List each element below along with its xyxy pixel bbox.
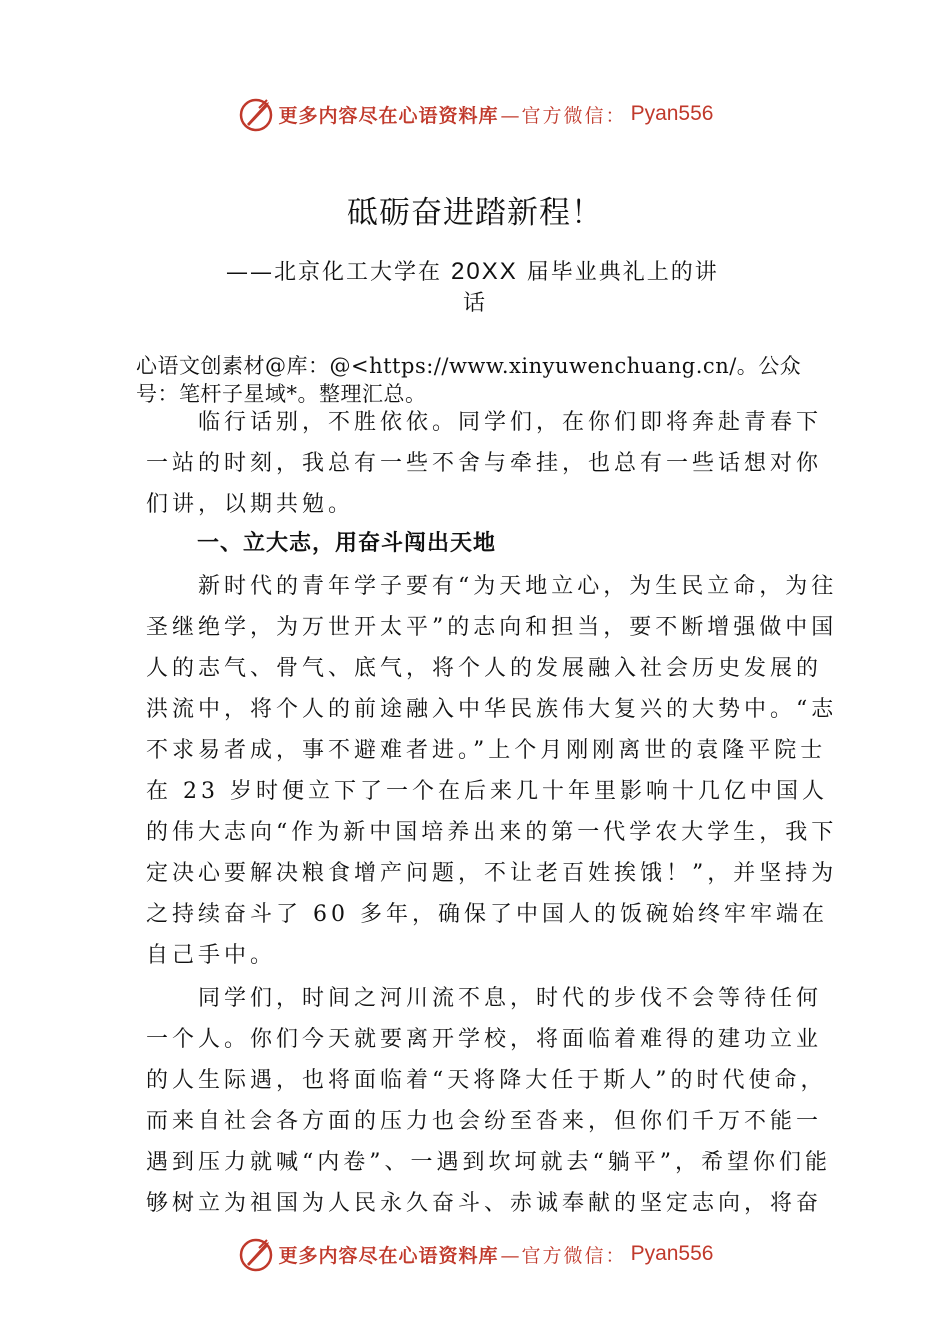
text-line: 临行话别，不胜依依。同学们，在你们即将奔赴青春下 [146, 410, 823, 435]
text-line: 之持续奋斗了 60 多年，确保了中国人的饭碗始终牢牢端在 [146, 902, 828, 927]
text-line: 人的志气、骨气、底气，将个人的发展融入社会历史发展的 [146, 656, 823, 681]
text-line: 的人生际遇，也将面临着“天将降大任于斯人”的时代使命， [146, 1068, 827, 1093]
text-line: 们讲，以期共勉。 [146, 492, 355, 517]
paragraph-3 [146, 978, 831, 1224]
paragraph-2 [146, 566, 838, 976]
source-line-1: 心语文创素材@库：@<https://www.xinyuwenchuang.cn/。公众 [136, 354, 802, 378]
text-line: 定决心要解决粮食增产问题，不让老百姓挨饿！”，并坚持为 [146, 861, 838, 886]
text-line: 的伟大志向“作为新中国培养出来的第一代学农大学生，我下 [146, 820, 838, 845]
banner-official-label: —官方微信： [500, 104, 627, 127]
text-line: 不求易者成，事不避难者进。”上个月刚刚离世的袁隆平院士 [146, 738, 827, 763]
banner-wechat-id: Pyan556 [630, 102, 714, 125]
text-line: 洪流中，将个人的前途融入中华民族伟大复兴的大势中。“志 [146, 697, 838, 722]
banner-brand-text: 更多内容尽在心语资料库 [278, 1244, 499, 1267]
banner-wechat-id: Pyan556 [630, 1242, 714, 1265]
text-line: 够树立为祖国为人民永久奋斗、赤诚奉献的坚定志向，将奋 [146, 1191, 823, 1216]
text-line: 一个人。你们今天就要离开学校，将面临着难得的建功立业 [146, 1027, 823, 1052]
text-line: 一站的时刻，我总有一些不舍与牵挂，也总有一些话想对你 [146, 451, 823, 476]
section-heading-1: 一、立大志，用奋斗闯出天地 [197, 531, 497, 556]
text-line: 新时代的青年学子要有“为天地立心，为生民立命，为往 [146, 574, 838, 599]
quill-pen-circle-icon [237, 1234, 277, 1274]
text-line: 同学们，时间之河川流不息，时代的步伐不会等待任何 [146, 986, 823, 1011]
text-line: 自己手中。 [146, 943, 277, 968]
subtitle-year: 20XX [451, 258, 518, 285]
footer-banner [0, 1234, 950, 1274]
text-line: 遇到压力就喊“内卷”、一遇到坎坷就去“躺平”，希望你们能 [146, 1150, 831, 1175]
quill-pen-circle-icon [237, 94, 277, 134]
header-banner [0, 94, 950, 134]
subtitle-line-2: 话 [463, 291, 488, 316]
subtitle-prefix: ——北京化工大学在 [226, 260, 451, 285]
document-title: 砥砺奋进踏新程！ [347, 195, 603, 231]
paragraph-1 [146, 402, 823, 525]
text-line: 在 23 岁时便立下了一个在后来几十年里影响十几亿中国人 [146, 779, 828, 804]
source-line-2: 号：笔杆子星域*。整理汇总。 [136, 382, 427, 406]
banner-brand-text: 更多内容尽在心语资料库 [278, 104, 499, 127]
source-note [136, 352, 856, 408]
banner-official-label: —官方微信： [500, 1244, 627, 1267]
text-line: 圣继绝学，为万世开太平”的志向和担当，要不断增强做中国 [146, 615, 838, 640]
text-line: 而来自社会各方面的压力也会纷至沓来，但你们千万不能一 [146, 1109, 823, 1134]
document-subtitle [226, 256, 746, 289]
subtitle-suffix: 届毕业典礼上的讲 [517, 260, 719, 285]
